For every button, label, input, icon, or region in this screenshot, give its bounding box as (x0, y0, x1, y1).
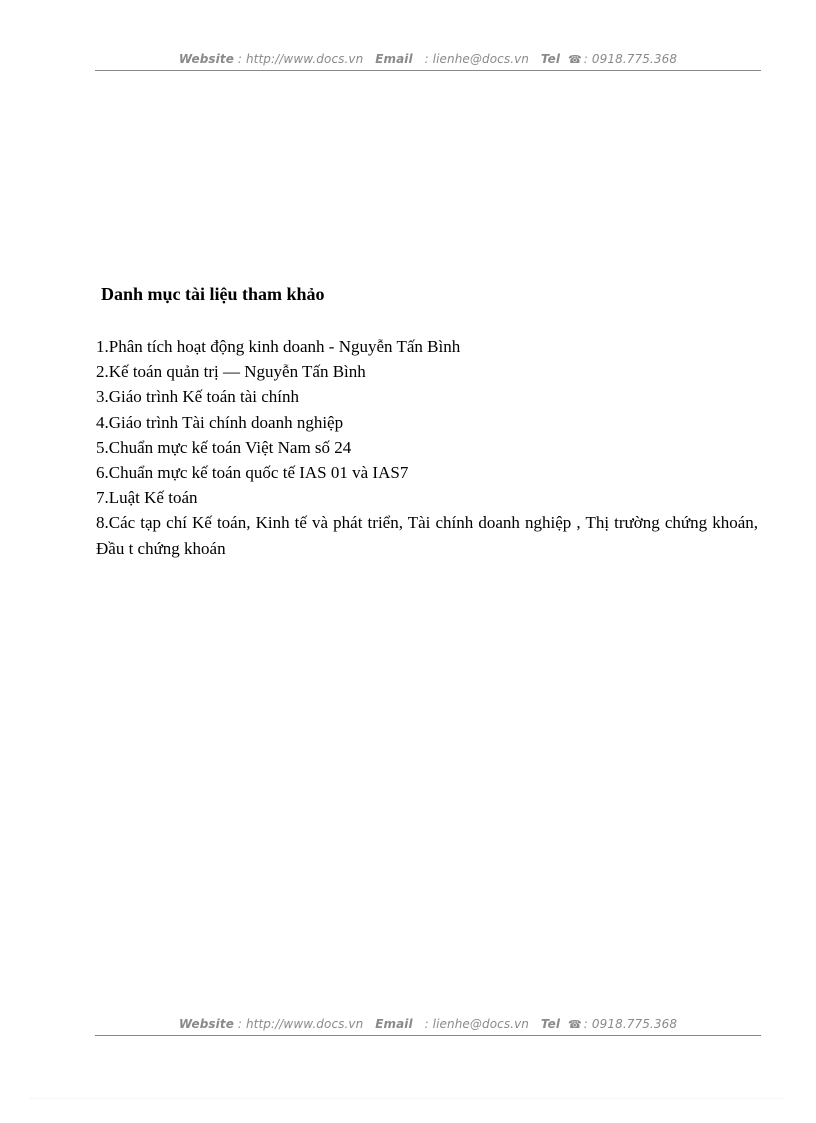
phone-icon: ☎ (567, 53, 582, 66)
footer-website-sep: : (237, 1017, 243, 1031)
header-tel-label: Tel (540, 52, 561, 66)
footer-email-value[interactable]: lienhe@docs.vn (432, 1017, 530, 1031)
header-divider (95, 70, 761, 71)
reference-item-5: 5.Chuẩn mực kế toán Việt Nam số 24 (96, 437, 352, 457)
header-email-value[interactable]: lienhe@docs.vn (432, 52, 530, 66)
reference-item-3: 3.Giáo trình Kế toán tài chính (96, 387, 300, 407)
footer-tel-value: 0918.775.368 (591, 1017, 678, 1031)
header-tel-sep: : (583, 52, 588, 66)
reference-item-6: 6.Chuẩn mực kế toán quốc tế IAS 01 và IAS7 (96, 463, 409, 483)
page-bottom-edge (30, 1098, 786, 1099)
page-footer (95, 1017, 761, 1031)
header-website-value[interactable]: http://www.docs.vn (245, 52, 364, 66)
footer-website-label: Website (178, 1017, 234, 1031)
footer-website-value[interactable]: http://www.docs.vn (245, 1017, 364, 1031)
reference-item-8: 8.Các tạp chí Kế toán, Kinh tế và phát triển, Tài chính doanh nghiệp , Thị trường chứng khoán, Đầu t chứng khoán (96, 513, 758, 558)
header-tel-value: 0918.775.368 (591, 52, 678, 66)
reference-item-1: 1.Phân tích hoạt động kinh doanh - Nguyễn Tấn Bình (96, 337, 461, 356)
header-email-sep: : (424, 52, 429, 66)
reference-list (96, 334, 758, 561)
footer-email-sep: : (424, 1017, 429, 1031)
document-title: Danh mục tài liệu tham khảo (101, 284, 325, 304)
footer-tel-label: Tel (540, 1017, 561, 1031)
footer-divider (95, 1035, 761, 1036)
reference-item-7: 7.Luật Kế toán (96, 488, 198, 508)
footer-email-label: Email (375, 1017, 413, 1031)
reference-item-4: 4.Giáo trình Tài chính doanh nghiệp (96, 412, 344, 432)
reference-item-2: 2.Kế toán quản trị — Nguyễn Tấn Bình (96, 362, 366, 382)
header-website-label: Website (178, 52, 234, 66)
footer-tel-sep: : (583, 1017, 588, 1031)
page-header (95, 52, 761, 66)
phone-icon: ☎ (567, 1018, 582, 1031)
header-email-label: Email (375, 52, 413, 66)
header-website-sep: : (237, 52, 243, 66)
